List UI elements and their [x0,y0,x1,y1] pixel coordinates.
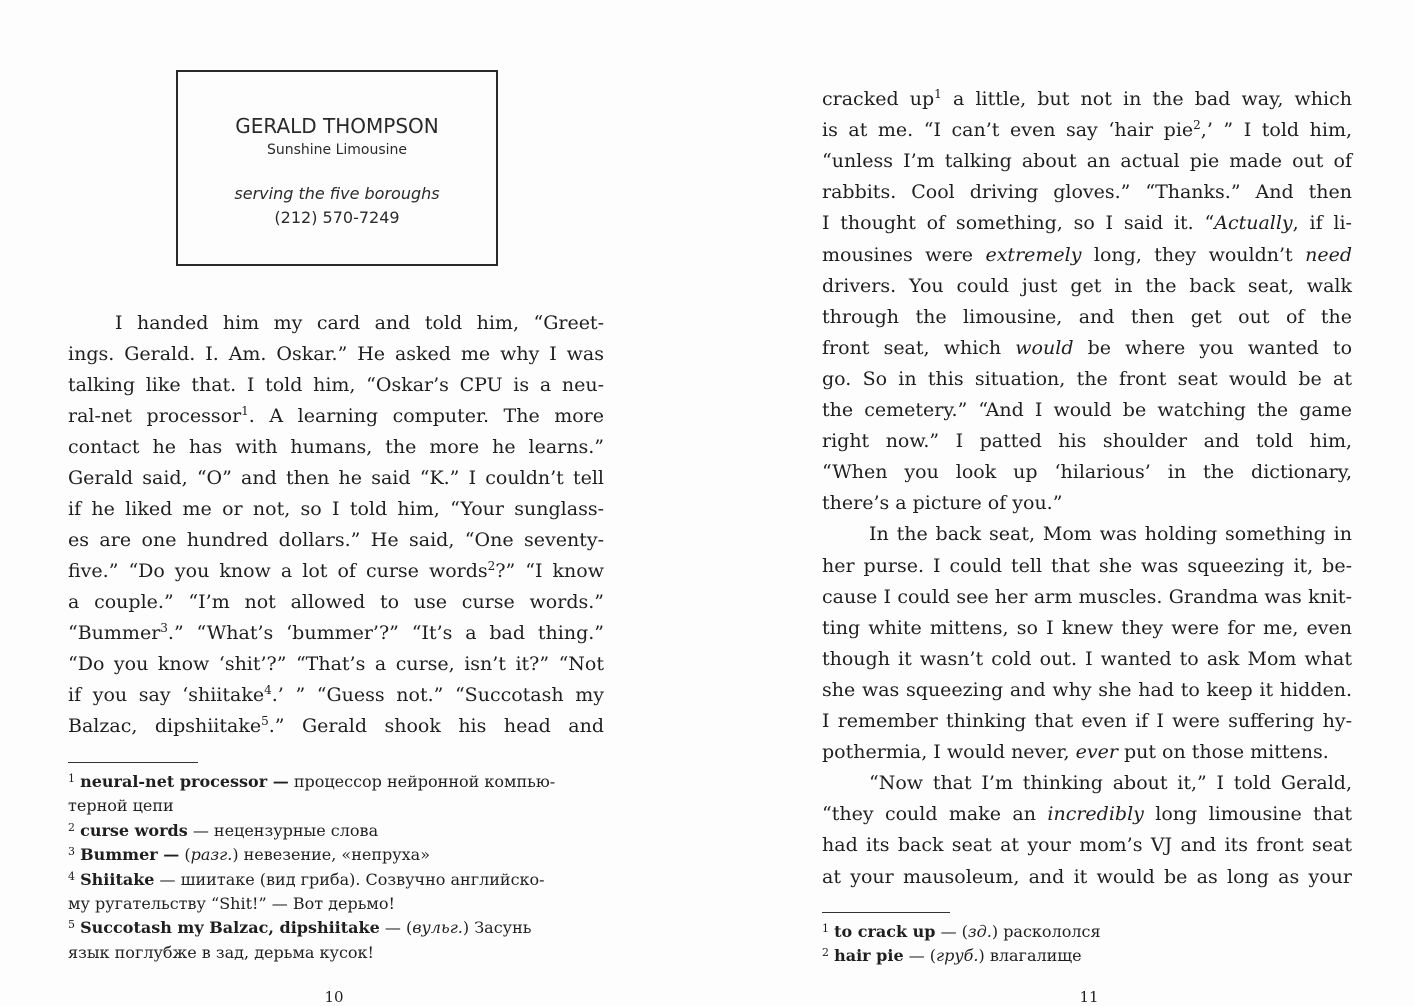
text-run: five.” “Do you know a lot of curse words [68,560,488,582]
text-run: процессор нейронной компью- [288,772,556,791]
text-run: mousines were [822,243,986,266]
footnote-number: 2 [822,946,829,959]
text-run: a couple.” “I’m not allowed to use curse words.” [68,591,604,613]
text-run: front seat, which [822,336,1016,359]
text-run: long limousine that [1143,803,1352,826]
text-line [68,714,604,738]
text-run: I thought of something, so I said it. “ [822,212,1215,235]
footnote-line [68,893,602,915]
text-run: talking like that. I told him, “Oskar’s CPU is a neu- [68,374,604,396]
text-run: cracked up [822,88,935,110]
text-run: , if li- [1292,212,1352,235]
emphasis: вульг. [412,918,463,938]
text-run: ting white mittens, so I knew they were for me, even [822,616,1352,639]
text-run: “When you look up ‘hilarious’ in the dictionary, [822,461,1352,484]
text-run: right now.” I patted his shoulder and told him, [822,430,1352,453]
text-line [68,590,604,614]
text-line [822,865,1352,889]
text-line [822,367,1352,391]
footnote-line [68,771,602,793]
footnote-line [68,869,602,891]
text-run: ) невезение, «непруха» [232,845,431,865]
text-run: ?” “I know [495,560,604,582]
card-tagline: serving the five boroughs [234,184,440,203]
text-run: rabbits. Cool driving gloves.” “Thanks.” And then [822,181,1352,204]
text-run: ) влагалище [978,946,1082,965]
text-line [822,398,1352,422]
text-run: — ( [903,946,937,965]
footnote-number: 4 [68,869,75,883]
text-line [68,404,604,428]
text-line [822,274,1352,298]
text-run: ral-net processor [68,405,242,427]
text-run: es are one hundred dollars.” He said, “One seventy- [68,529,604,551]
text-run: Gerald said, “O” and then he said “K.” I couldn’t tell [68,467,604,489]
text-line [822,87,1352,111]
footnote-rule [68,762,198,763]
text-run: ) Засунь [462,918,532,938]
text-run: “Do you know ‘shit’?” “That’s a curse, isn’t it?” “Not [68,653,604,675]
text-line [822,647,1352,671]
text-line [68,497,604,521]
text-line [822,802,1352,826]
text-run: му ругательству “Shit!” — Вот дерьмо! [68,894,395,913]
text-run: ( [179,845,191,865]
footnote-term: Shiitake [80,869,155,889]
page-number: 10 [324,988,344,1006]
text-line [822,118,1352,142]
text-run: . A learning computer. The more [248,405,605,427]
text-run: drivers. You could just get in the back seat, walk [822,274,1352,297]
footnote-line [68,795,602,817]
text-line [68,559,604,583]
card-phone: (212) 570-7249 [274,208,400,227]
text-run: though it wasn’t cold out. I wanted to ask Mom what [822,647,1352,670]
text-line [822,491,1352,515]
text-run: — шиитаке (вид гриба). Созвучно английско- [154,869,545,889]
footnote-marker: 2 [487,559,496,573]
footnote-term: Bummer — [80,845,180,865]
text-run: a little, but not in the bad way, which [941,88,1352,110]
page-number: 11 [1079,988,1099,1006]
footnote-marker: 1 [241,404,249,418]
text-run: at your mausoleum, and it would be as long as your [822,865,1352,888]
text-line [68,652,604,676]
text-run: — ( [379,918,413,938]
card-name: GERALD THOMPSON [235,114,439,138]
text-line [68,373,604,397]
text-run: she was squeezing and why she had to keep it hidden. [822,678,1352,701]
text-run: ) раскололся [991,922,1101,941]
footnote-line [68,942,602,964]
text-line [68,683,604,707]
emphasis: extremely [985,243,1082,266]
text-run: I remember thinking that even if I were suffering hy- [822,710,1352,732]
text-line [822,211,1352,235]
text-line [822,554,1352,578]
text-run: pothermia, I would never, [822,741,1076,764]
footnote-number: 3 [68,845,75,859]
emphasis: incredibly [1047,803,1144,826]
footnote-marker: 1 [934,87,942,101]
text-run: .’ ” “Guess not.” “Succotash my [271,684,604,706]
footnote-term: hair pie [834,946,904,965]
text-run: Balzac, dipshiitake [68,715,262,737]
text-run: be where you wanted to [1073,336,1353,359]
business-card [176,70,498,266]
text-run: — нецензурные слова [187,820,379,840]
text-line [822,522,1352,546]
text-run: if he liked me or not, so I told him, “Your sunglass- [68,498,604,520]
footnote-rule [822,912,950,913]
text-line [68,342,604,366]
footnote-marker: 5 [261,714,269,728]
text-line [822,243,1352,267]
footnote-marker: 3 [160,621,168,635]
text-line [822,771,1352,795]
footnote-number: 2 [68,820,75,834]
text-run: if you say ‘shiitake [68,684,265,706]
footnote-number: 1 [68,772,75,785]
text-line [822,180,1352,204]
text-run: had its back seat at your mom’s VJ and its front seat [822,834,1352,857]
footnote-number: 1 [822,922,829,935]
footnote-line [68,917,602,939]
text-line [822,305,1352,329]
text-run: ings. Gerald. I. Am. Oskar.” He asked me why I was [68,343,604,365]
text-line [822,833,1352,857]
text-run: I handed him my card and told him, “Greet- [115,312,604,334]
text-run: is at me. “I can’t even say ‘hair pie [822,119,1194,142]
footnote-term: to crack up [834,922,936,941]
text-run: put on those mittens. [1117,741,1329,764]
emphasis: Actually [1214,212,1293,235]
text-line [822,585,1352,609]
text-line [68,311,604,335]
emphasis: need [1305,243,1352,266]
text-run: “Bummer [68,622,161,644]
text-run: терной цепи [68,796,174,816]
text-run: In the back seat, Mom was holding something in [869,523,1352,546]
text-line [822,678,1352,702]
text-run: long, they wouldn’t [1081,243,1306,266]
text-line [822,429,1352,453]
text-run: “they could make an [822,803,1048,826]
footnote-line [68,820,602,842]
text-line [822,709,1352,733]
text-run: contact he has with humans, the more he learns.” [68,436,604,458]
footnote-term: Succotash my Balzac, dipshiitake [80,918,380,938]
emphasis: ever [1075,741,1118,764]
footnote-term: neural-net processor — [80,772,289,791]
text-run: “unless I’m talking about an actual pie made out of [822,150,1352,173]
text-line [822,460,1352,484]
text-run: through the limousine, and then get out of the [822,305,1352,328]
text-run: her purse. I could tell that she was squeezing it, be- [822,554,1352,577]
emphasis: груб. [936,946,979,965]
footnote-line [68,844,602,866]
text-run: — ( [935,922,968,941]
text-run: ,’ ” I told him, [1200,119,1352,142]
text-line [68,528,604,552]
text-run: .” Gerald shook his head and [268,715,604,737]
text-line [822,149,1352,173]
footnote-term: curse words [80,820,188,840]
text-run: the cemetery.” “And I would be watching the game [822,399,1352,421]
emphasis: зд. [967,922,992,941]
text-run: cause I could see her arm muscles. Grandma was knit- [822,585,1352,608]
text-run: “Now that I’m thinking about it,” I told Gerald, [869,772,1352,795]
text-line [822,616,1352,640]
emphasis: would [1015,336,1074,359]
footnote-number: 5 [68,918,75,932]
text-line [68,621,604,645]
footnote-marker: 4 [264,683,272,697]
text-line [822,740,1352,764]
right-page [707,0,1414,1006]
footnote-marker: 2 [1193,118,1201,133]
text-run: there’s a picture of you.” [822,492,1063,515]
footnote-line [822,921,1352,943]
text-run: язык поглубже в зад, дерьма кусок! [68,942,374,962]
card-company: Sunshine Limousine [266,142,408,158]
text-line [68,435,604,459]
emphasis: разг. [190,845,233,865]
footnote-line [822,945,1352,967]
text-line [68,466,604,490]
text-run: go. So in this situation, the front seat would be at [822,367,1352,390]
text-line [822,336,1352,360]
text-run: .” “What’s ‘bummer’?” “It’s a bad thing.” [167,622,604,644]
